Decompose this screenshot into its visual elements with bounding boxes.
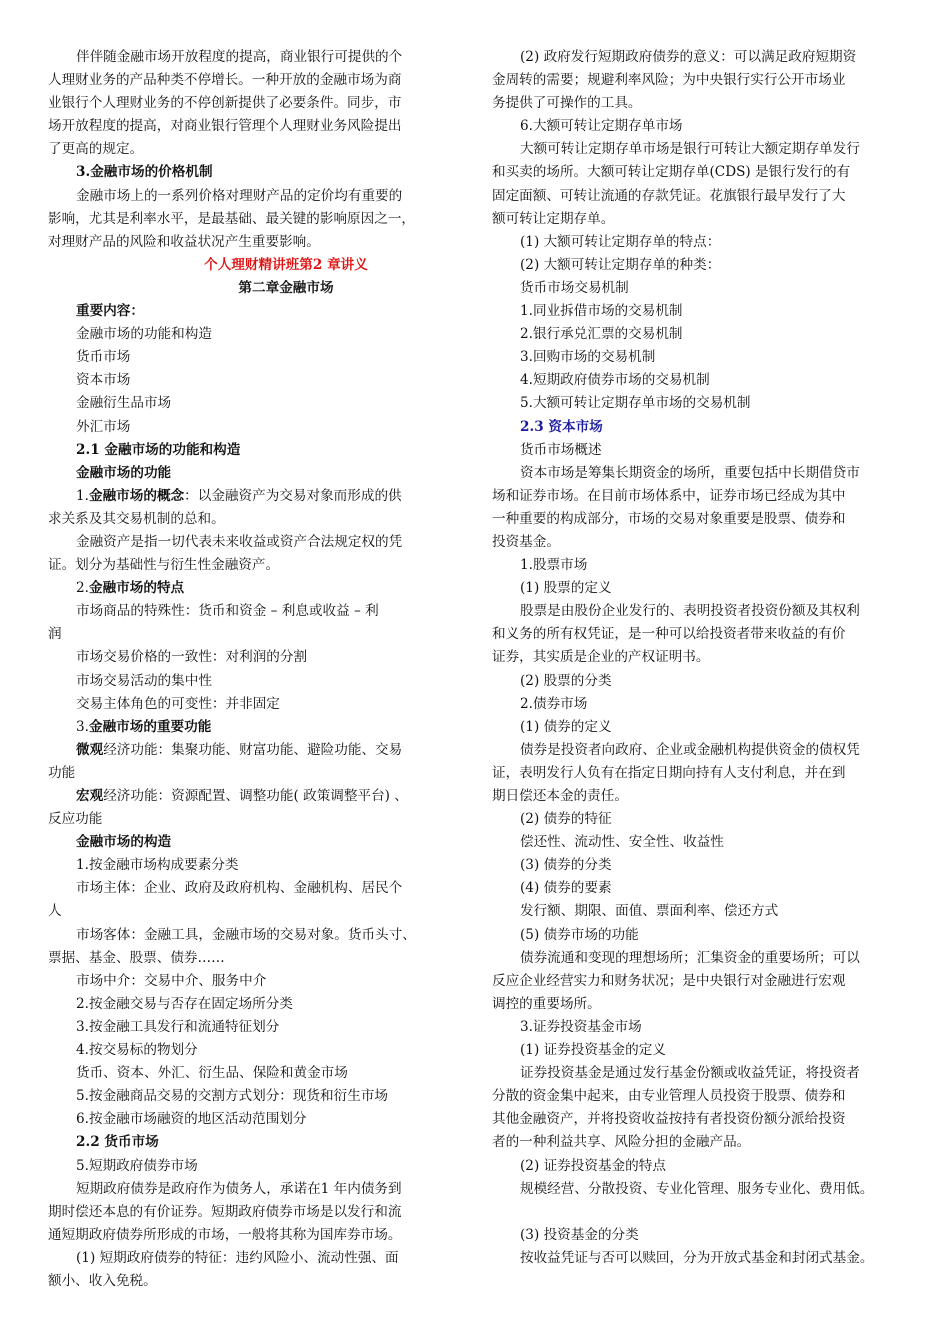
text-line: 一种重要的构成部分，市场的交易对象重要是股票、债券和 [492, 510, 846, 527]
text-line: 证，表明发行人负有在指定日期向持有人支付利息，并在到 [492, 764, 846, 781]
text-line: 投资基金。 [492, 533, 560, 550]
bold-term: 金融市场的重要功能 [88, 718, 212, 735]
text-line: 金融市场的功能 [76, 464, 172, 481]
text-line: 2.债券市场 [520, 695, 588, 712]
text-line: 人 [48, 903, 62, 920]
text-line: 和买卖的场所。大额可转让定期存单(CDS) 是银行发行的有 [492, 164, 851, 181]
text-line: 规模经营、分散投资、专业化管理、服务专业化、费用低。 [520, 1180, 874, 1197]
text-line: 市场交易活动的集中性 [76, 672, 212, 689]
text-line: 润 [48, 626, 62, 643]
text-line: 货币市场交易机制 [520, 279, 629, 296]
text-line: 了更高的规定。 [48, 141, 144, 158]
text-line: 大额可转让定期存单市场是银行可转让大额定期存单发行 [520, 141, 860, 158]
text-line: 者的一种利益共享、风险分担的金融产品。 [492, 1134, 751, 1151]
text-line: (1) 证券投资基金的定义 [520, 1042, 666, 1059]
text-line: 3.证券投资基金市场 [520, 1018, 642, 1035]
text-line: 金融衍生品市场 [76, 395, 172, 412]
line-prefix: 3. [76, 718, 89, 735]
text-line: 5.按金融商品交易的交割方式划分：现货和衍生市场 [76, 1088, 389, 1105]
text-line: 证券，其实质是企业的产权证明书。 [492, 649, 710, 666]
text-line: 市场中介：交易中介、服务中介 [76, 972, 267, 989]
text-line: 反应功能 [48, 811, 103, 828]
text-line: 货币市场 [76, 349, 131, 366]
text-line: 市场主体：企业、政府及政府机构、金融机构、居民个 [76, 880, 403, 897]
text-line [76, 716, 456, 739]
text-line: 按收益凭证与否可以赎回，分为开放式基金和封闭式基金。 [520, 1249, 874, 1266]
text-line [76, 485, 456, 508]
text-line: 资本市场是筹集长期资金的场所，重要包括中长期借贷市 [520, 464, 860, 481]
text-line: 1.股票市场 [520, 557, 588, 574]
text-line: 发行额、期限、面值、票面利率、偿还方式 [520, 903, 779, 920]
text-line: 场开放程度的提高，对商业银行管理个人理财业务风险提出 [48, 118, 402, 135]
bold-term: 宏观 [76, 788, 104, 804]
text-line: 3.回购市场的交易机制 [520, 349, 656, 366]
text-line: 6.按金融市场融资的地区活动范围划分 [76, 1111, 307, 1128]
line-prefix: 2. [76, 580, 89, 597]
text-line: 影响，尤其是利率水平，是最基础、最关键的影响原因之一， [48, 210, 416, 227]
line-suffix: 经济功能：资源配置、调整功能( 政策调整平台) 、 [103, 788, 408, 804]
text-line: 债券流通和变现的理想场所；汇集资金的重要场所；可以 [520, 949, 860, 966]
text-line: 第二章金融市场 [238, 279, 334, 296]
text-line: 外汇市场 [76, 418, 131, 435]
text-line: 业银行个人理财业务的不停创新提供了必要条件。同步，市 [48, 95, 402, 112]
text-line: 债券是投资者向政府、企业或金融机构提供资金的债权凭 [520, 741, 860, 758]
bold-term: 微观 [76, 741, 104, 758]
bold-term: 金融市场的概念 [88, 487, 185, 504]
left-text-column [48, 46, 456, 1293]
text-line: 4.短期政府债券市场的交易机制 [520, 372, 710, 389]
text-line: 求关系及其交易机制的总和。 [48, 510, 225, 527]
text-line: 金融资产是指一切代表未来收益或资产合法规定权的凭 [76, 533, 403, 550]
text-line: 短期政府债券是政府作为债务人，承诺在1 年内债务到 [76, 1180, 402, 1197]
text-line: (2) 债券的特征 [520, 811, 612, 828]
text-line: 其他金融资产，并将投资收益按持有者投资份额分派给投资 [492, 1111, 846, 1128]
text-line: 期日偿还本金的责任。 [492, 788, 628, 804]
text-line: 2.3 资本市场 [520, 418, 603, 435]
line-suffix: ：以金融资产为交易对象而形成的供 [184, 487, 402, 504]
text-line: 人理财业务的产品种类不停增长。一种开放的金融市场为商 [48, 72, 402, 89]
text-line: 个人理财精讲班第2 章讲义 [204, 256, 368, 273]
text-line: 调控的重要场所。 [492, 995, 601, 1012]
text-line: 和义务的所有权凭证，是一种可以给投资者带来收益的有价 [492, 626, 846, 643]
text-line: 场和证券市场。在目前市场体系中，证券市场已经成为其中 [492, 487, 846, 504]
text-line: 期时偿还本息的有价证券。短期政府债券市场是以发行和流 [48, 1203, 402, 1220]
text-line: 重要内容： [76, 303, 144, 320]
text-line: 额小、收入免税。 [48, 1272, 157, 1289]
text-line: 金融市场上的一系列价格对理财产品的定价均有重要的 [76, 187, 403, 204]
text-line: 2.1 金融市场的功能和构造 [76, 441, 241, 458]
text-line: 金周转的需要；规避利率风险；为中央银行实行公开市场业 [492, 72, 846, 89]
text-line: (1) 股票的定义 [520, 580, 612, 597]
text-line: (1) 大额可转让定期存单的特点： [520, 233, 721, 250]
text-line: 通短期政府债券所形成的市场，一般将其称为国库券市场。 [48, 1226, 402, 1243]
line-prefix: 1. [76, 487, 89, 504]
text-line: 票据、基金、股票、债券…… [48, 949, 225, 966]
text-line: 额可转让定期存单。 [492, 210, 615, 227]
text-line: 对理财产品的风险和收益状况产生重要影响。 [48, 233, 320, 250]
text-line: 证券投资基金是通过发行基金份额或收益凭证，将投资者 [520, 1065, 860, 1082]
text-line: 证。划分为基础性与衍生性金融资产。 [48, 557, 280, 574]
text-line: (3) 投资基金的分类 [520, 1226, 639, 1243]
text-line: 2.2 货币市场 [76, 1134, 159, 1151]
text-line: 1.按金融市场构成要素分类 [76, 857, 239, 874]
text-line: 2.按金融交易与否存在固定场所分类 [76, 995, 293, 1012]
text-line: (4) 债券的要素 [520, 880, 612, 897]
text-line: 金融市场的构造 [76, 834, 172, 851]
text-line: 资本市场 [76, 372, 131, 389]
text-line: 市场交易价格的一致性：对利润的分割 [76, 649, 308, 666]
text-line: 5.短期政府债券市场 [76, 1157, 198, 1174]
text-line: 货币、资本、外汇、衍生品、保险和黄金市场 [76, 1065, 348, 1082]
bold-term: 金融市场的特点 [88, 580, 185, 597]
text-line: 功能 [48, 764, 76, 781]
text-line: 2.银行承兑汇票的交易机制 [520, 326, 683, 343]
text-line [520, 1201, 910, 1224]
text-line: 6.大额可转让定期存单市场 [520, 118, 683, 135]
text-line: 1.同业拆借市场的交易机制 [520, 303, 683, 320]
text-line: (1) 短期政府债券的特征：违约风险小、流动性强、面 [76, 1249, 399, 1266]
line-suffix: 经济功能：集聚功能、财富功能、避险功能、交易 [103, 741, 403, 758]
text-line: 3.金融市场的价格机制 [76, 164, 213, 181]
text-line: 分散的资金集中起来，由专业管理人员投资于股票、债券和 [492, 1088, 846, 1105]
text-line: 市场商品的特殊性：货币和资金 – 利息或收益 – 利 [76, 603, 379, 620]
text-line: 金融市场的功能和构造 [76, 326, 212, 343]
text-line: 固定面额、可转让流通的存款凭证。花旗银行最早发行了大 [492, 187, 846, 204]
text-line: 务提供了可操作的工具。 [492, 95, 642, 112]
right-text-column [492, 46, 910, 1270]
text-line: (2) 证券投资基金的特点 [520, 1157, 666, 1174]
text-line: 偿还性、流动性、安全性、收益性 [520, 834, 724, 851]
text-line: (2) 大额可转让定期存单的种类： [520, 256, 721, 273]
text-line: 5.大额可转让定期存单市场的交易机制 [520, 395, 751, 412]
text-line [76, 739, 456, 762]
text-line: 货币市场概述 [520, 441, 602, 458]
text-line: (1) 债券的定义 [520, 718, 612, 735]
text-line: 反应企业经营实力和财务状况；是中央银行对金融进行宏观 [492, 972, 846, 989]
text-line: 4.按交易标的物划分 [76, 1042, 198, 1059]
text-line: 股票是由股份企业发行的、表明投资者投资份额及其权利 [520, 603, 860, 620]
text-line: (2) 股票的分类 [520, 672, 612, 689]
text-line [76, 785, 456, 808]
text-line: 市场客体：金融工具，金融市场的交易对象。货币头寸、 [76, 926, 416, 943]
text-line: (2) 政府发行短期政府债券的意义：可以满足政府短期资 [520, 49, 857, 65]
text-line: (3) 债券的分类 [520, 857, 612, 874]
text-line: 交易主体角色的可变性：并非固定 [76, 695, 280, 712]
text-line: 伴伴随金融市场开放程度的提高，商业银行可提供的个 [76, 49, 403, 65]
text-line [76, 577, 456, 600]
text-line: 3.按金融工具发行和流通特征划分 [76, 1018, 280, 1035]
text-line: (5) 债券市场的功能 [520, 926, 639, 943]
